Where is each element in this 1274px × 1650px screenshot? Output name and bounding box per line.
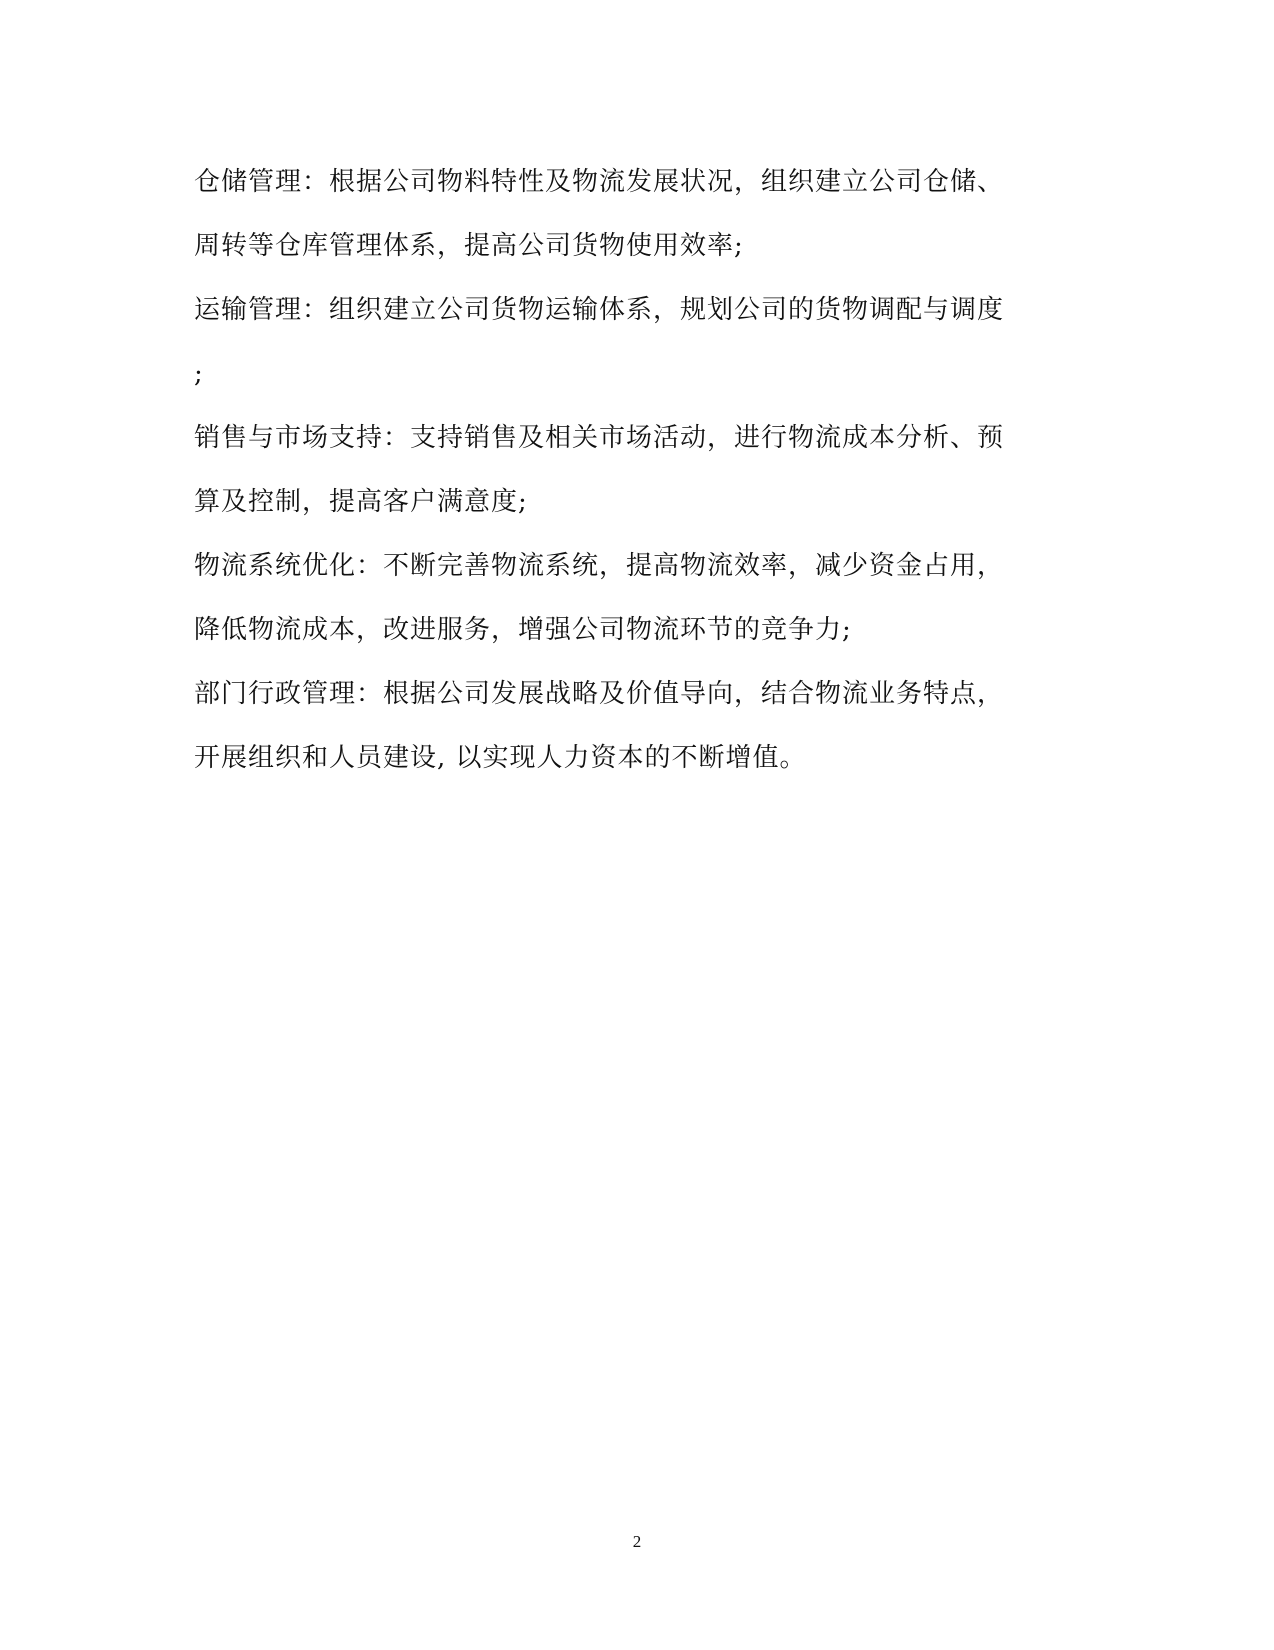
text-line-transport-2: ; [194, 359, 204, 389]
text-line-warehouse-1: 仓储管理：根据公司物料特性及物流发展状况，组织建立公司仓储、 [194, 167, 1005, 197]
text-line-admin-1: 部门行政管理：根据公司发展战略及价值导向，结合物流业务特点， [194, 679, 1005, 709]
page-number: 2 [632, 1532, 642, 1551]
text-line-warehouse-2: 周转等仓库管理体系，提高公司货物使用效率; [194, 231, 744, 261]
text-line-admin-2: 开展组织和人员建设, 以实现人力资本的不断增值。 [194, 743, 807, 773]
text-line-sales-2: 算及控制，提高客户满意度; [194, 487, 528, 517]
text-line-optimization-1: 物流系统优化：不断完善物流系统，提高物流效率，减少资金占用， [194, 551, 1005, 581]
body-text [194, 160, 1074, 800]
text-line-sales-1: 销售与市场支持：支持销售及相关市场活动，进行物流成本分析、预 [194, 423, 1005, 453]
text-line-optimization-2: 降低物流成本，改进服务，增强公司物流环节的竞争力; [194, 615, 852, 645]
text-line-transport-1: 运输管理：组织建立公司货物运输体系，规划公司的货物调配与调度 [194, 295, 1005, 325]
